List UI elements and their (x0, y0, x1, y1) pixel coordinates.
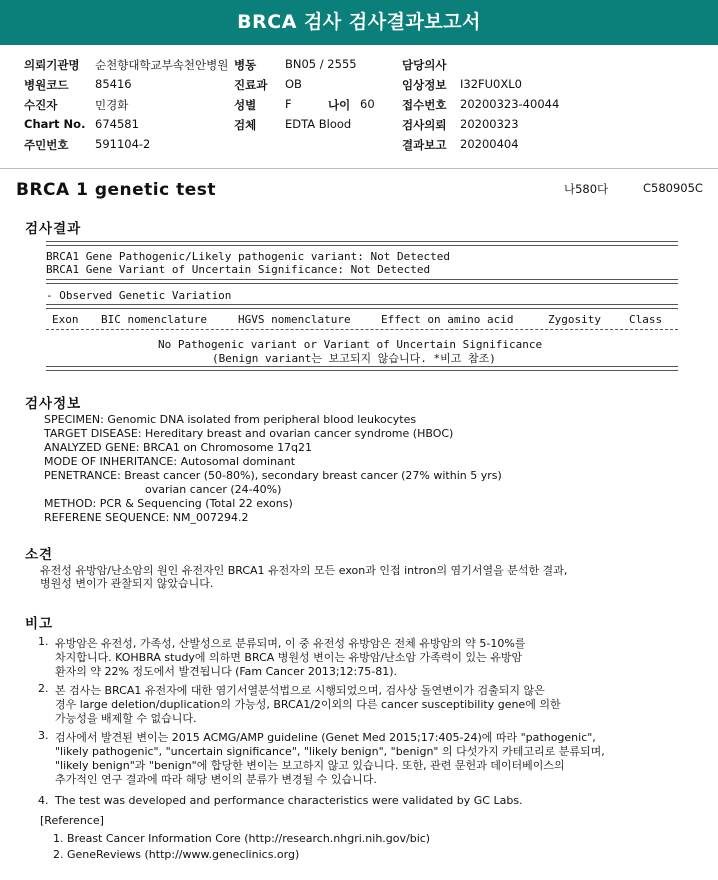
info-label: 주민번호 (24, 138, 69, 152)
info-label: 수진자 (24, 98, 58, 112)
opinion-line-2: 병원성 변이가 관찰되지 않았습니다. (40, 577, 214, 590)
remark-number: 3. (38, 729, 49, 742)
test-info-heading: 검사정보 (25, 396, 82, 412)
reference-item: 2. GeneReviews (http://www.geneclinics.org) (53, 848, 300, 861)
info-value: OB (285, 77, 302, 91)
info-value: F (285, 97, 292, 111)
remark-line: The test was developed and performance characteristics were validated by GC Labs. (55, 794, 523, 807)
column-header: Exon (52, 313, 79, 326)
divider (46, 329, 678, 330)
remark-line: 추가적인 연구 결과에 따라 해당 변이의 분류가 변경될 수 있습니다. (55, 773, 377, 786)
observed-variation: - Observed Genetic Variation (46, 289, 232, 302)
divider (46, 304, 678, 309)
remark-number: 2. (38, 682, 49, 695)
analyzed-gene: ANALYZED GENE: BRCA1 on Chromosome 17q21 (44, 441, 313, 454)
reference-item: 1. Breast Cancer Information Core (http://research.nhgri.nih.gov/bic) (53, 832, 431, 845)
info-label: 의뢰기관명 (24, 58, 80, 72)
inheritance: MODE OF INHERITANCE: Autosomal dominant (44, 455, 296, 468)
info-label: 임상정보 (402, 78, 447, 92)
info-label: 결과보고 (402, 138, 447, 152)
remark-line: 차지합니다. KOHBRA study에 의하면 BRCA 병원성 변이는 유방암/난소암 가족력이 있는 유방암 (55, 651, 523, 664)
column-header: Class (629, 313, 663, 326)
result-line-1: BRCA1 Gene Pathogenic/Likely pathogenic variant: Not Detected (46, 250, 450, 263)
remark-line: 가능성을 배제할 수 없습니다. (55, 712, 197, 725)
info-value: 민경화 (95, 98, 129, 112)
info-label: 담당의사 (402, 58, 447, 72)
info-value: BN05 / 2555 (285, 57, 357, 71)
result-heading: 검사결과 (25, 221, 82, 237)
info-label: 성별 (234, 98, 257, 112)
info-value: 20200323-40044 (460, 97, 560, 111)
info-label: Chart No. (24, 117, 86, 131)
column-header: Zygosity (548, 313, 601, 326)
info-value: 85416 (95, 77, 132, 91)
remark-number: 4. (38, 794, 49, 807)
remarks-heading: 비고 (25, 616, 54, 632)
info-label: 진료과 (234, 78, 268, 92)
benign-note: (Benign variant는 보고되지 않습니다. *비고 참조) (212, 352, 496, 365)
info-label: 검체 (234, 118, 257, 132)
remark-line: 검사에서 발견된 변이는 2015 ACMG/AMP guideline (Genet Med 2015;17:405-24)에 따라 "pathogenic", (55, 731, 596, 744)
specimen: SPECIMEN: Genomic DNA isolated from peripheral blood leukocytes (44, 413, 417, 426)
penetrance: PENETRANCE: Breast cancer (50-80%), secondary breast cancer (27% within 5 yrs) (44, 469, 502, 482)
remark-line: 경우 large deletion/duplication의 가능성, BRCA1/2이외의 다른 cancer susceptibility gene에 의한 (55, 698, 561, 711)
reference-heading: [Reference] (40, 814, 104, 827)
remark-line: "likely benign"과 "benign"에 합당한 변이는 보고하지 않고 있습니다. 또한, 관련 문헌과 데이터베이스의 (55, 759, 565, 772)
info-label: 병동 (234, 58, 257, 72)
age-value: 60 (360, 97, 375, 111)
remark-line: 본 검사는 BRCA1 유전자에 대한 염기서열분석법으로 시행되었으며, 검사상 돌연변이가 검출되지 않은 (55, 684, 545, 697)
opinion-line-1: 유전성 유방암/난소암의 원인 유전자인 BRCA1 유전자의 모든 exon과 인접 intron의 염기서열을 분석한 결과, (40, 564, 568, 577)
column-header: BIC nomenclature (101, 313, 207, 326)
remark-line: "likely pathogenic", "uncertain significance", "likely benign", "benign" 의 다섯가지 카테고리로 분류되며, (55, 745, 605, 758)
remark-line: 환자의 약 22% 정도에서 발견됩니다 (Fam Cancer 2013;12:75-81). (55, 665, 398, 678)
info-value: I32FU0XL0 (460, 77, 522, 91)
info-label: 검사의뢰 (402, 118, 447, 132)
info-value: EDTA Blood (285, 117, 352, 131)
info-value: 591104-2 (95, 137, 151, 151)
age-label: 나이 (328, 98, 351, 112)
code-2: C580905C (643, 181, 703, 195)
divider (46, 279, 678, 284)
info-value: 20200323 (460, 117, 519, 131)
info-value: 순천향대학교부속천안병원 (95, 58, 229, 72)
info-value: 20200404 (460, 137, 519, 151)
report-title: BRCA 검사 검사결과보고서 (0, 0, 718, 45)
remark-line: 유방암은 유전성, 가족성, 산발성으로 분류되며, 이 중 유전성 유방암은 전체 유방암의 약 5-10%를 (55, 637, 526, 650)
divider (46, 366, 678, 371)
reference-sequence: REFERENE SEQUENCE: NM_007294.2 (44, 511, 249, 524)
opinion-heading: 소견 (25, 547, 54, 563)
patient-info-table (0, 45, 718, 169)
divider (46, 241, 678, 246)
info-label: 접수번호 (402, 98, 447, 112)
target-disease: TARGET DISEASE: Hereditary breast and ovarian cancer syndrome (HBOC) (44, 427, 454, 440)
remark-number: 1. (38, 635, 49, 648)
method: METHOD: PCR & Sequencing (Total 22 exons) (44, 497, 293, 510)
test-title: BRCA 1 genetic test (16, 180, 217, 200)
penetrance-ovarian: ovarian cancer (24-40%) (145, 483, 282, 496)
info-value: 674581 (95, 117, 139, 131)
info-label: 병원코드 (24, 78, 69, 92)
no-variant-line: No Pathogenic variant or Variant of Uncertain Significance (158, 338, 543, 351)
code-1: 나580다 (564, 182, 609, 196)
column-header: Effect on amino acid (381, 313, 514, 326)
column-header: HGVS nomenclature (238, 313, 351, 326)
result-line-2: BRCA1 Gene Variant of Uncertain Significance: Not Detected (46, 263, 431, 276)
